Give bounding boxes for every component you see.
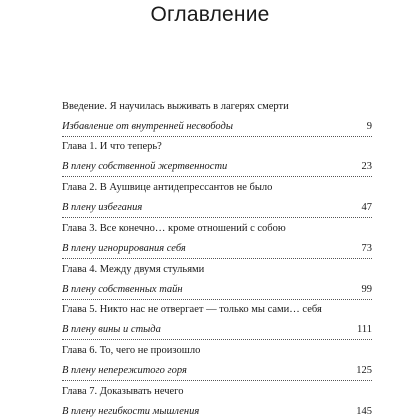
toc-entry-subtitle-row bbox=[62, 283, 372, 297]
toc-entry-subtitle: В плену негибкости мышления bbox=[62, 406, 200, 417]
toc-entry-subtitle-row bbox=[62, 364, 372, 378]
toc-entry-chapter-7[interactable] bbox=[62, 385, 372, 419]
toc-entry-chapter-1[interactable] bbox=[62, 140, 372, 174]
toc-entry-chapter-3[interactable] bbox=[62, 222, 372, 256]
toc-entry-page-number: 23 bbox=[361, 161, 372, 172]
toc-entry-page-number: 99 bbox=[361, 284, 372, 295]
toc-entry-chapter-6[interactable] bbox=[62, 344, 372, 378]
toc-entry-divider bbox=[62, 339, 372, 340]
toc-entry-heading: Глава 4. Между двумя стульями bbox=[62, 264, 205, 275]
toc-entry-page-number: 125 bbox=[356, 365, 372, 376]
toc-entry-subtitle: В плену вины и стыда bbox=[62, 324, 161, 335]
toc-entry-divider bbox=[62, 217, 372, 218]
toc-entry-heading: Глава 6. То, чего не произошло bbox=[62, 345, 201, 356]
toc-entry-heading: Глава 3. Все конечно… кроме отношений с собою bbox=[62, 223, 286, 234]
toc-entry-subtitle-row bbox=[62, 323, 372, 337]
toc-entry-heading: Глава 5. Никто нас не отвергает — только мы сами… себя bbox=[62, 304, 322, 315]
toc-entry-introduction[interactable] bbox=[62, 100, 372, 134]
toc-entry-divider bbox=[62, 299, 372, 300]
toc-entry-subtitle-row bbox=[62, 405, 372, 419]
toc-entry-divider bbox=[62, 176, 372, 177]
toc-entry-page-number: 111 bbox=[357, 324, 372, 335]
toc-entry-subtitle-row bbox=[62, 242, 372, 256]
toc-entry-subtitle: В плену непережитого горя bbox=[62, 365, 187, 376]
toc-entry-page-number: 73 bbox=[361, 243, 372, 254]
toc-entry-page-number: 47 bbox=[361, 202, 372, 213]
toc-entry-subtitle-row bbox=[62, 201, 372, 215]
toc-entry-subtitle: В плену игнорирования себя bbox=[62, 243, 186, 254]
toc-entry-page-number: 145 bbox=[356, 406, 372, 417]
toc-entry-chapter-4[interactable] bbox=[62, 263, 372, 297]
toc-entry-subtitle-row bbox=[62, 120, 372, 134]
toc-entry-subtitle-row bbox=[62, 160, 372, 174]
toc-entry-divider bbox=[62, 380, 372, 381]
toc-entry-chapter-2[interactable] bbox=[62, 181, 372, 215]
toc-entry-subtitle: В плену собственных тайн bbox=[62, 284, 183, 295]
toc-entry-page-number: 9 bbox=[366, 121, 372, 132]
page-title: Оглавление bbox=[150, 3, 270, 26]
toc-entry-subtitle: В плену собственной жертвенности bbox=[62, 161, 228, 172]
toc-entry-divider bbox=[62, 258, 372, 259]
toc-entry-heading: Введение. Я научилась выживать в лагерях смерти bbox=[62, 101, 289, 112]
toc-entry-heading: Глава 7. Доказывать нечего bbox=[62, 386, 184, 397]
toc-entry-divider bbox=[62, 136, 372, 137]
toc-entry-heading: Глава 2. В Аушвице антидепрессантов не было bbox=[62, 182, 273, 193]
toc-entry-subtitle: Избавление от внутренней несвободы bbox=[62, 121, 233, 132]
toc-entry-chapter-5[interactable] bbox=[62, 303, 372, 337]
toc-entry-subtitle: В плену избегания bbox=[62, 202, 143, 213]
toc-entry-heading: Глава 1. И что теперь? bbox=[62, 141, 162, 152]
